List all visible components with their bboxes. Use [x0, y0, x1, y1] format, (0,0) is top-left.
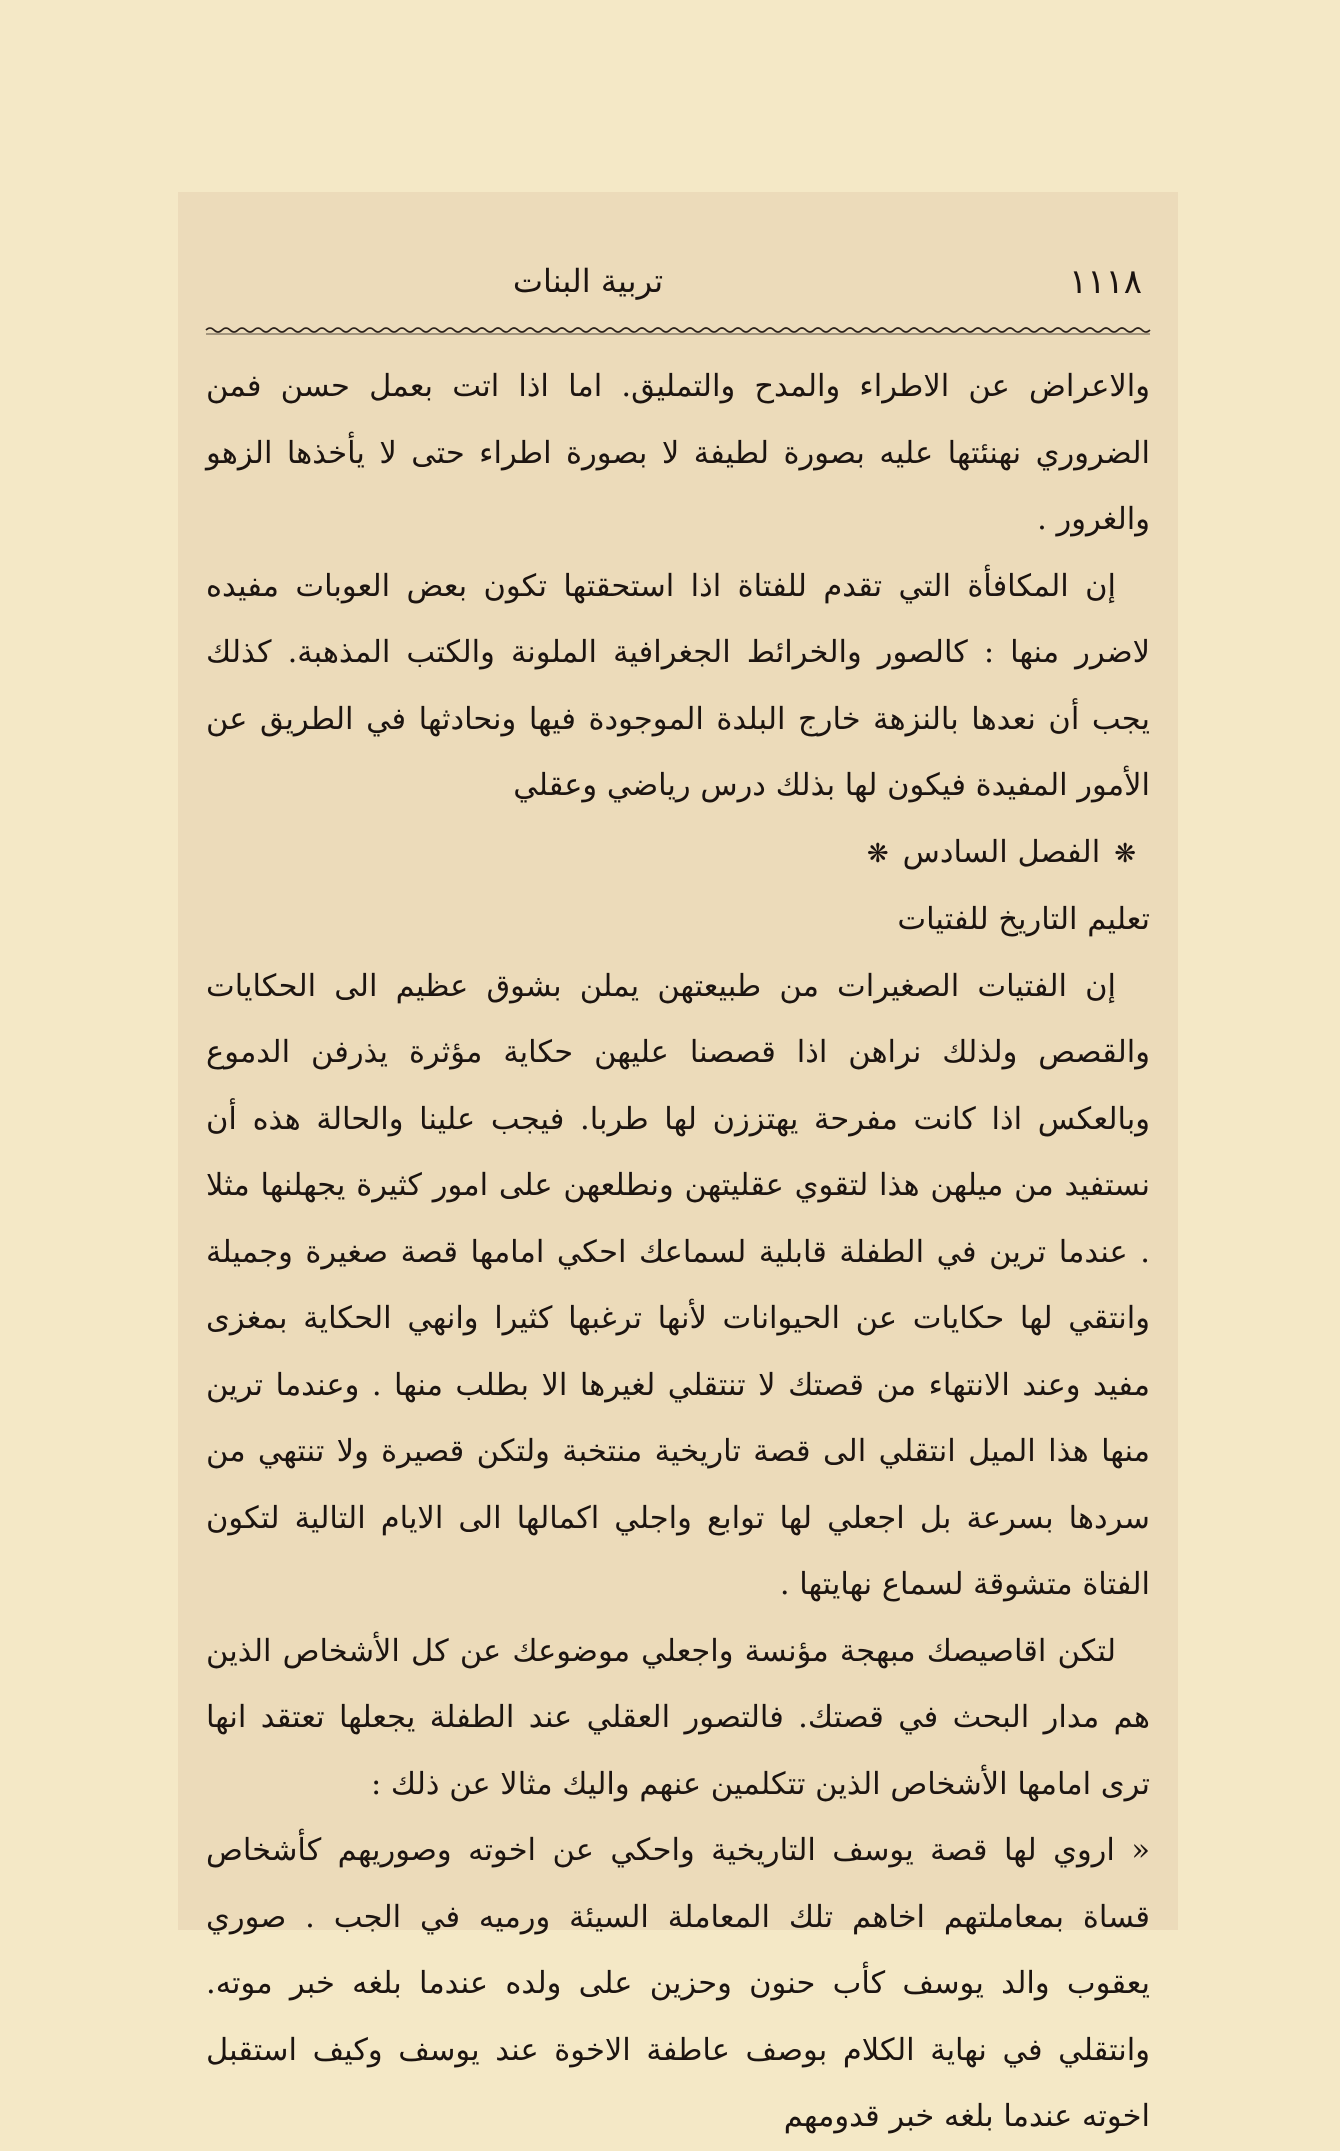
ornament-icon: ❋ — [866, 838, 889, 869]
paragraph-2: إن المكافأة التي تقدم للفتاة اذا استحقتها تكون بعض العوبات مفيده لاضرر منها : كالصور والخرائط الجغرافية الملونة والكتب المذهبة. كذلك يجب أن نعدها بالنزهة خارج البلدة الموجودة فيها ونحادثها في الطريق عن الأمور المفيدة فيكون لها بذلك درس رياضي وعقلي — [206, 568, 1150, 803]
wavy-divider-line — [206, 326, 1150, 336]
paragraph-1: والاعراض عن الاطراء والمدح والتمليق. اما اذا اتت بعمل حسن فمن الضروري نهنئتها عليه بصورة لطيفة لا بصورة اطراء حتى لا يأخذها الزهو والغرور . — [206, 369, 1150, 537]
running-title: تربية البنات — [512, 262, 664, 300]
paragraph-4: لتكن اقاصيصك مبهجة مؤنسة واجعلي موضوعك عن كل الأشخاص الذين هم مدار البحث في قصتك. فالتصور العقلي عند الطفلة يجعلها تعتقد انها ترى امامها الأشخاص الذين تتكلمين عنهم واليك مثالا عن ذلك : — [206, 1633, 1150, 1802]
paragraph-3: إن الفتيات الصغيرات من طبيعتهن يملن بشوق عظيم الى الحكايات والقصص ولذلك نراهن اذا قصصنا عليهن حكاية مؤثرة يذرفن الدموع وبالعكس اذا كانت مفرحة يهتززن لها طربا. فيجب علينا والحالة هذه أن نستفيد من ميلهن هذا لتقوي عقليتهن ونطلعهن على امور كثيرة يجهلنها مثلا . عندما ترين في الطفلة قابلية لسماعك احكي امامها قصة صغيرة وجميلة وانتقي لها حكايات عن الحيوانات لأنها ترغبها كثيرا وانهي الحكاية بمغزى مفيد وعند الانتهاء من قصتك لا تنتقلي لغيرها الا بطلب منها . وعندما ترين منها هذا الميل انتقلي الى قصة تاريخية منتخبة ولتكن قصيرة ولا تنتهي من سردها بسرعة بل اجعلي لها توابع واجلي اكمالها الى الايام التالية لتكون الفتاة متشوقة لسماع نهايتها . — [206, 968, 1150, 1602]
page-header — [206, 262, 1150, 322]
paragraph-5: « اروي لها قصة يوسف التاريخية واحكي عن اخوته وصوريهم كأشخاص قساة بمعاملتهم اخاهم تلك المعاملة السيئة ورميه في الجب . صوري يعقوب والد يوسف كأب حنون وحزين على ولده عندما بلغه خبر موته. وانتقلي في نهاية الكلام بوصف عاطفة الاخوة عند يوسف وكيف استقبل اخوته عندما بلغه خبر قدومهم — [206, 1833, 1150, 2134]
chapter-title: الفصل السادس — [902, 834, 1101, 870]
book-page — [178, 192, 1178, 2134]
ornament-icon: ❋ — [1114, 838, 1136, 869]
wavy-divider — [206, 326, 1150, 336]
body-text — [206, 354, 1150, 2151]
page-number: ١١١٨ — [1068, 262, 1142, 302]
chapter-subtitle: تعليم التاريخ للفتيات — [897, 902, 1150, 937]
chapter-heading — [206, 820, 1150, 888]
